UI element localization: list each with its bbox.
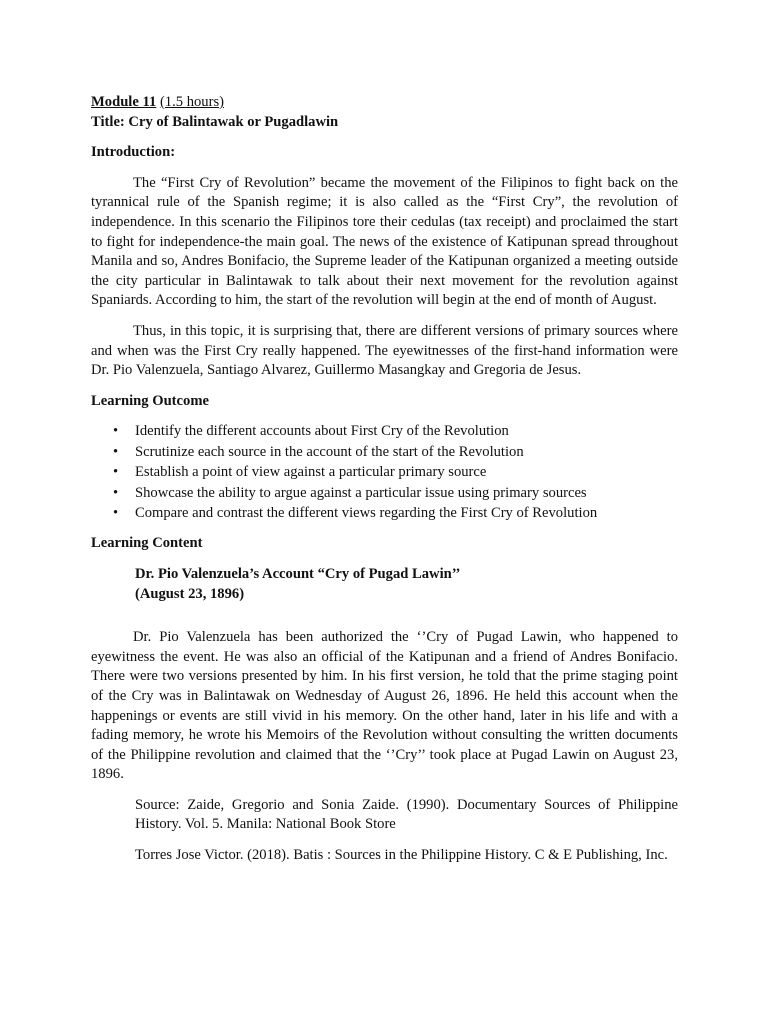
learning-outcome-heading: Learning Outcome (91, 392, 209, 409)
module-duration: (1.5 hours) (159, 94, 224, 110)
bullet-icon: • (113, 504, 119, 521)
document-page (91, 93, 678, 866)
account-paragraph: Dr. Pio Valenzuela has been authorized the ‘’Cry of Pugad Lawin, who happened to eyewitness the event. He was also an official of the Katipunan and a friend of Andres Bonifacio. There were two versions presented by him. In his first version, he told that the prime staging point of the Cry was in Balintawak on Wednesday of August 26, 1896. He held this account when the happenings or events are still vivid in his memory. On the other hand, later in his life and with a fading memory, he wrote his Memoirs of the Revolution without consulting the written documents of the Philippine revolution and claimed that the ‘’Cry’’ took place at Pugad Lawin on August 23, 1896. (91, 629, 678, 783)
list-item: • Scrutinize each source in the account of the start of the Revolution (91, 442, 678, 462)
introduction-heading: Introduction: (91, 144, 176, 161)
list-item: • Identify the different accounts about First Cry of the Revolution (91, 421, 678, 441)
account-title: Dr. Pio Valenzuela’s Account “Cry of Pugad Lawin’’ (135, 565, 461, 582)
source-citation-2: Torres Jose Victor. (2018). Batis : Sources in the Philippine History. C & E Publishing, Inc. (135, 847, 668, 864)
account-date: (August 23, 1896) (135, 585, 245, 602)
list-item: • Compare and contrast the different views regarding the First Cry of Revolution (91, 503, 678, 523)
learning-content-heading: Learning Content (91, 535, 203, 552)
bullet-icon: • (113, 443, 119, 460)
introduction-paragraph-1: The “First Cry of Revolution” became the movement of the Filipinos to fight back on the tyrannical rule of the Spanish regime; it is also called as the “First Cry”, the revolution of independence. In this scenario the Filipinos tore their cedulas (tax receipt) and proclaimed the start to fight for independence-the main goal. The news of the existence of Katipunan spread throughout Manila and so, Andres Bonifacio, the Supreme leader of the Katipunan organized a meeting outside the city particular in Balintawak to talk about their next movement for the revolution against Spaniards. According to him, the start of the revolution will begin at the end of month of August. (91, 174, 678, 309)
module-label: Module 11 (91, 94, 157, 110)
module-title: Title: Cry of Balintawak or Pugadlawin (91, 113, 339, 130)
module-line (91, 93, 678, 113)
bullet-icon: • (113, 423, 119, 440)
source-citation-1: Source: Zaide, Gregorio and Sonia Zaide. (1990). Documentary Sources of Philippine History. Vol. 5. Manila: National Book Store (135, 796, 678, 833)
introduction-paragraph-2: Thus, in this topic, it is surprising that, there are different versions of primary sources where and when was the First Cry really happened. The eyewitnesses of the first-hand information were Dr. Pio Valenzuela, Santiago Alvarez, Guillermo Masangkay and Gregoria de Jesus. (91, 322, 678, 379)
list-item: • Establish a point of view against a particular primary source (91, 462, 678, 482)
bullet-icon: • (113, 484, 119, 501)
learning-outcome-list (91, 421, 678, 523)
bullet-icon: • (113, 464, 119, 481)
list-item: • Showcase the ability to argue against a particular issue using primary sources (91, 483, 678, 503)
